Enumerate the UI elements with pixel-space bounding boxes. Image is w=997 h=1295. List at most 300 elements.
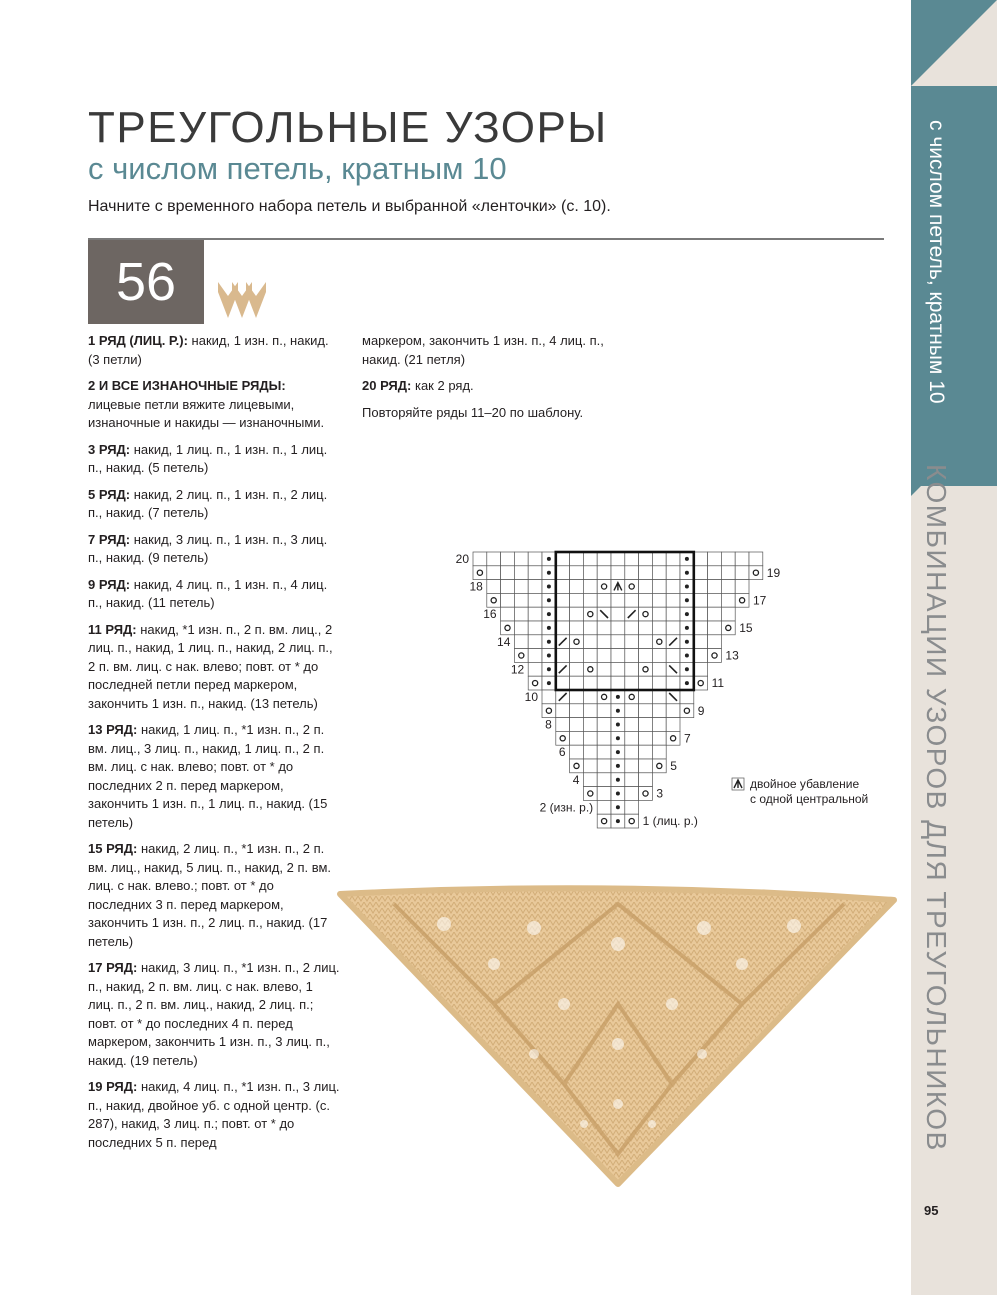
chart-row-label-right: 5 (670, 759, 677, 774)
chart-cell (583, 593, 597, 607)
chart-cell (694, 580, 708, 594)
purl-symbol (685, 626, 689, 630)
row-text: как 2 ряд. (411, 378, 474, 393)
row-text: лицевые петли вяжите лицевыми, изнаночные и накиды — изнаночными. (88, 396, 325, 430)
chart-cell (611, 566, 625, 580)
chart-cell (721, 607, 735, 621)
purl-symbol (616, 695, 620, 699)
chart-cell (639, 635, 653, 649)
chart-row-label-right: 3 (656, 786, 664, 801)
instruction-paragraph (88, 576, 340, 613)
chart-cell (639, 731, 653, 745)
chart-cell (611, 552, 625, 566)
chart-cell (597, 552, 611, 566)
chart-cell (666, 552, 680, 566)
instruction-paragraph (88, 531, 340, 568)
chart-cell (735, 552, 749, 566)
purl-symbol (616, 805, 620, 809)
chart-cell (708, 593, 722, 607)
chart-cell (639, 787, 653, 801)
chart-cell (708, 649, 722, 663)
purl-symbol (547, 654, 551, 658)
row-text: накид, *1 изн. п., 2 п. вм. лиц., 2 лиц. п., накид, 1 лиц. п., накид, 2 лиц. п., 2 п. вм. лиц. с нак. влево; повт. от * до последней петли перед маркером, закончить 1 изн. п., накид. (13 петель) (88, 621, 333, 711)
chart-cell (735, 580, 749, 594)
purl-symbol (685, 681, 689, 685)
chart-cell (556, 676, 570, 690)
chart-cell (514, 593, 528, 607)
chart-cell (652, 662, 666, 676)
chart-cell (514, 635, 528, 649)
chart-cell (721, 580, 735, 594)
instruction-paragraph (362, 332, 622, 369)
chart-cell (694, 593, 708, 607)
chart-cell (556, 580, 570, 594)
chart-cell (639, 759, 653, 773)
chart-cell (639, 745, 653, 759)
chart-cell (666, 621, 680, 635)
chart-cell (597, 731, 611, 745)
chart-cell (597, 718, 611, 732)
row-label: 7 РЯД: (88, 531, 131, 547)
chart-cell (501, 621, 515, 635)
chart-cell (570, 552, 584, 566)
chart-cell (556, 718, 570, 732)
chart-cell (694, 635, 708, 649)
chart-row-label-left: 14 (497, 634, 511, 649)
row-text: накид, 4 лиц. п., *1 изн. п., 3 лиц. п., накид, двойное уб. с одной центр. (с. 287), накид, 3 лиц. п.; повт. от * до последних 5 п. перед (88, 1079, 340, 1150)
chart-cell (625, 690, 639, 704)
sidebar-top-triangle (911, 0, 997, 86)
chart-cell (597, 676, 611, 690)
chart-cell (597, 649, 611, 663)
chart-cell (611, 676, 625, 690)
chart-cell (708, 552, 722, 566)
chart-cell (625, 662, 639, 676)
chart-cell (694, 649, 708, 663)
chart-cell (611, 593, 625, 607)
chart-cell (708, 566, 722, 580)
chart-cell (501, 552, 515, 566)
chart-cell (735, 566, 749, 580)
chart-cell (501, 607, 515, 621)
chart-cell (639, 718, 653, 732)
knitted-shawl-photo (334, 884, 900, 1190)
purl-symbol (685, 654, 689, 658)
chart-cell (473, 566, 487, 580)
page-number: 95 (924, 1203, 939, 1218)
chart-cell (597, 800, 611, 814)
chart-cell (639, 676, 653, 690)
chart-cell (625, 552, 639, 566)
chart-cell (583, 759, 597, 773)
chart-cell (570, 759, 584, 773)
chart-cell (721, 552, 735, 566)
chart-cell (570, 635, 584, 649)
purl-symbol (616, 709, 620, 713)
chart-cell (556, 649, 570, 663)
chart-cell (625, 745, 639, 759)
chart-cell (694, 552, 708, 566)
purl-symbol (616, 736, 620, 740)
purl-symbol (616, 764, 620, 768)
chart-cell (570, 690, 584, 704)
chart-cell (597, 621, 611, 635)
chart-cell (652, 731, 666, 745)
chart-cell (528, 621, 542, 635)
chart-cell (625, 718, 639, 732)
chart-cell (652, 649, 666, 663)
chart-cell (501, 593, 515, 607)
instruction-paragraph (88, 441, 340, 478)
chart-cell (666, 731, 680, 745)
row-text: накид, 2 лиц. п., *1 изн. п., 2 п. вм. лиц., накид, 5 лиц. п., накид, 2 п. вм. лиц. с нак. влево.; повт. от * до последних 3 п. перед маркером, закончить 1 изн. п., 2 лиц. п., накид. (17 петель) (88, 841, 332, 949)
knitting-chart (440, 540, 900, 850)
chart-cell (708, 621, 722, 635)
chart-row-label-left: 12 (510, 662, 525, 677)
chart-cell (652, 745, 666, 759)
chart-cell (542, 690, 556, 704)
purl-symbol (547, 681, 551, 685)
chart-cell (721, 593, 735, 607)
chart-cell (556, 593, 570, 607)
purl-symbol (685, 571, 689, 575)
row-text: накид, 3 лиц. п., *1 изн. п., 2 лиц. п., накид, 2 п. вм. лиц. с нак. влево, 1 лиц. п., 2 п. вм. лиц., накид, 2 лиц. п.; повт. от * до последних 4 п. перед маркером, закончить 1 изн. п., 3 лиц. п., накид. (19 петель) (88, 960, 340, 1068)
chart-row-label-left: 6 (558, 745, 566, 760)
chart-cell (625, 773, 639, 787)
chart-row-label-right: 19 (766, 565, 781, 580)
instruction-paragraph (88, 1078, 340, 1152)
chart-cell (666, 593, 680, 607)
chart-row-label-left: 20 (455, 552, 469, 567)
chart-cell (666, 649, 680, 663)
chart-cell (625, 731, 639, 745)
chart-cell (583, 635, 597, 649)
purl-symbol (685, 598, 689, 602)
chart-cell (570, 704, 584, 718)
chart-cell (652, 552, 666, 566)
instruction-paragraph (88, 959, 340, 1070)
chart-cell (611, 649, 625, 663)
purl-symbol (616, 750, 620, 754)
chart-cell (570, 745, 584, 759)
chart-cell (514, 607, 528, 621)
chart-cell (487, 566, 501, 580)
chart-cell (528, 566, 542, 580)
chart-cell (652, 593, 666, 607)
chart-cell (528, 552, 542, 566)
chart-cell (625, 676, 639, 690)
chart-cell (556, 731, 570, 745)
chart-cell (639, 580, 653, 594)
row-text: накид, 3 лиц. п., 1 изн. п., 3 лиц. п., накид. (9 петель) (88, 531, 328, 565)
chart-cell (570, 676, 584, 690)
chart-cell (721, 566, 735, 580)
purl-symbol (685, 667, 689, 671)
chart-cell (528, 649, 542, 663)
row-text: Повторяйте ряды 11–20 по шаблону. (362, 404, 584, 420)
chart-cell (514, 649, 528, 663)
chart-cell (583, 745, 597, 759)
chart-cell (625, 814, 639, 828)
instruction-paragraph (88, 486, 340, 523)
chart-cell (570, 649, 584, 663)
instruction-paragraph (88, 377, 340, 433)
chart-cell (666, 676, 680, 690)
instruction-paragraph (88, 721, 340, 832)
chart-cell (694, 607, 708, 621)
chart-cell (514, 566, 528, 580)
chart-row-label-left: 10 (524, 690, 538, 705)
purl-symbol (547, 626, 551, 630)
chart-cell (570, 593, 584, 607)
chart-cell (625, 800, 639, 814)
chart-cell (583, 787, 597, 801)
page-subtitle: с числом петель, кратным 10 (88, 151, 507, 186)
chart-cell (652, 566, 666, 580)
chart-cell (652, 718, 666, 732)
chart-cell (528, 635, 542, 649)
row-text: накид, 1 лиц. п., 1 изн. п., 1 лиц. п., накид. (5 петель) (88, 441, 328, 475)
purl-symbol (547, 598, 551, 602)
chart-cell (597, 759, 611, 773)
chart-cell (597, 593, 611, 607)
row-text: маркером, закончить 1 изн. п., 4 лиц. п., накид. (21 петля) (362, 333, 604, 367)
chart-cell (625, 759, 639, 773)
chart-cell (611, 621, 625, 635)
chart-cell (639, 566, 653, 580)
chart-cell (708, 635, 722, 649)
chart-cell (501, 580, 515, 594)
row-label: 3 РЯД: (88, 441, 131, 457)
chart-cell (514, 621, 528, 635)
chart-cell (528, 580, 542, 594)
chart-cell (570, 607, 584, 621)
purl-symbol (616, 778, 620, 782)
chart-cell (639, 662, 653, 676)
chart-cell (694, 621, 708, 635)
chart-cell (639, 593, 653, 607)
chart-cell (583, 718, 597, 732)
row-label: 1 РЯД (ЛИЦ. Р.): (88, 333, 188, 348)
chart-cell (652, 759, 666, 773)
chart-cell (597, 773, 611, 787)
chart-cell (556, 621, 570, 635)
chart-cell (652, 635, 666, 649)
row-label: 11 РЯД: (88, 621, 137, 637)
chart-cell (639, 607, 653, 621)
header-divider (88, 238, 884, 240)
chart-cell (597, 690, 611, 704)
purl-symbol (616, 819, 620, 823)
row-text: накид, 1 лиц. п., *1 изн. п., 2 п. вм. лиц., 3 лиц. п., накид, 1 лиц. п., 2 п. вм. лиц. с нак. влево; повт. от * до последних 2 п. перед маркером, закончить 1 изн. п., 1 лиц. п., накид. (15 петель) (88, 722, 328, 830)
chart-cell (556, 552, 570, 566)
chart-cell (583, 552, 597, 566)
chart-cell (625, 704, 639, 718)
chart-cell (625, 787, 639, 801)
row-text: накид, 4 лиц. п., 1 изн. п., 4 лиц. п., накид. (11 петель) (88, 576, 328, 610)
instruction-paragraph (362, 404, 622, 423)
chart-cell (514, 552, 528, 566)
chart-cell (528, 662, 542, 676)
chart-cell (625, 580, 639, 594)
sidebar-subtitle: с числом петель, кратным 10 (925, 120, 948, 404)
chart-cell (611, 635, 625, 649)
legend-text: с одной центральной (750, 792, 869, 806)
chart-cell (652, 607, 666, 621)
chart-cell (583, 704, 597, 718)
purl-symbol (616, 792, 620, 796)
chart-cell (652, 621, 666, 635)
chart-row-label-right: 17 (753, 593, 767, 608)
chart-cell (514, 580, 528, 594)
chart-cell (666, 566, 680, 580)
purl-symbol (547, 557, 551, 561)
row-label: 20 РЯД: (362, 378, 412, 393)
chart-cell (625, 566, 639, 580)
chart-cell (570, 662, 584, 676)
chart-cell (694, 566, 708, 580)
chart-cell (583, 621, 597, 635)
chart-cell (666, 704, 680, 718)
chart-row-label-right: 9 (697, 703, 705, 718)
chart-cell (721, 621, 735, 635)
chart-cell (639, 552, 653, 566)
purl-symbol (685, 612, 689, 616)
instruction-paragraph (362, 377, 622, 396)
chart-cell (611, 607, 625, 621)
purl-symbol (547, 612, 551, 616)
chart-cell (556, 566, 570, 580)
chart-cell (652, 704, 666, 718)
chart-cell (680, 704, 694, 718)
chart-cell (749, 566, 763, 580)
chart-cell (570, 566, 584, 580)
chart-cell (694, 676, 708, 690)
chart-row-label-left: 16 (483, 607, 497, 622)
chart-cell (708, 607, 722, 621)
pattern-number: 56 (88, 240, 204, 324)
chart-row-label-left: 18 (469, 579, 483, 594)
chart-cell (570, 718, 584, 732)
chart-row-label-left: 8 (545, 717, 552, 732)
chart-cell (597, 580, 611, 594)
chart-cell (583, 566, 597, 580)
chart-cell (597, 814, 611, 828)
chart-cell (570, 731, 584, 745)
chart-cell (597, 745, 611, 759)
chart-cell (666, 718, 680, 732)
chart-cell (583, 773, 597, 787)
chart-cell (528, 676, 542, 690)
chart-cell (597, 635, 611, 649)
row-label: 19 РЯД: (88, 1079, 138, 1094)
purl-symbol (685, 557, 689, 561)
chart-cell (666, 580, 680, 594)
row-label: 2 И ВСЕ ИЗНАНОЧНЫЕ РЯДЫ: (88, 378, 286, 393)
intro-text: Начните с временного набора петель и выбранной «ленточки» (с. 10). (88, 198, 611, 215)
legend-text: двойное убавление (750, 777, 860, 791)
instruction-paragraph (88, 840, 340, 951)
chart-row-label-right: 1 (лиц. р.) (642, 814, 698, 829)
chart-cell (542, 704, 556, 718)
purl-symbol (547, 667, 551, 671)
sidebar-section-title: КОМБИНАЦИИ УЗОРОВ ДЛЯ ТРЕУГОЛЬНИКОВ (921, 464, 952, 1152)
chart-cell (597, 787, 611, 801)
row-label: 5 РЯД: (88, 486, 131, 502)
chart-cell (708, 580, 722, 594)
instruction-paragraph (88, 332, 340, 369)
purl-symbol (547, 640, 551, 644)
row-text: накид, 1 изн. п., накид. (3 петли) (88, 333, 329, 367)
chart-cell (639, 773, 653, 787)
row-label: 15 РЯД: (88, 841, 138, 856)
chart-cell (583, 676, 597, 690)
row-label: 9 РЯД: (88, 576, 131, 592)
chart-cell (583, 690, 597, 704)
chart-cell (583, 607, 597, 621)
chart-cell (597, 566, 611, 580)
chart-cell (583, 649, 597, 663)
chart-cell (639, 704, 653, 718)
chart-cell (556, 607, 570, 621)
chart-cell (583, 662, 597, 676)
chart-cell (473, 552, 487, 566)
difficulty-stitches-icon (214, 280, 270, 320)
chart-cell (639, 649, 653, 663)
chart-cell (597, 662, 611, 676)
chart-row-label-right: 13 (725, 648, 739, 663)
chart-cell (487, 593, 501, 607)
instructions-column-1 (88, 332, 340, 1160)
chart-cell (487, 552, 501, 566)
chart-cell (625, 593, 639, 607)
purl-symbol (685, 585, 689, 589)
chart-cell (625, 649, 639, 663)
chart-cell (528, 593, 542, 607)
chart-cell (625, 621, 639, 635)
row-label: 17 РЯД: (88, 960, 138, 975)
chart-cell (570, 580, 584, 594)
chart-cell (597, 704, 611, 718)
chart-cell (749, 552, 763, 566)
chart-cell (583, 580, 597, 594)
row-label: 13 РЯД: (88, 722, 138, 737)
purl-symbol (547, 585, 551, 589)
chart-cell (694, 662, 708, 676)
instruction-paragraph (88, 621, 340, 714)
chart-cell (583, 731, 597, 745)
chart-cell (652, 580, 666, 594)
purl-symbol (685, 640, 689, 644)
row-text: накид, 2 лиц. п., 1 изн. п., 2 лиц. п., накид. (7 петель) (88, 486, 328, 520)
chart-cell (625, 635, 639, 649)
chart-cell (487, 580, 501, 594)
chart-cell (639, 690, 653, 704)
instructions-column-2 (362, 332, 622, 430)
purl-symbol (547, 571, 551, 575)
chart-row-label-right: 15 (739, 621, 753, 636)
chart-cell (652, 690, 666, 704)
chart-cell (639, 621, 653, 635)
purl-symbol (616, 723, 620, 727)
chart-cell (528, 607, 542, 621)
chart-cell (611, 662, 625, 676)
chart-row-label-left: 4 (572, 772, 580, 787)
chart-cell (735, 593, 749, 607)
chart-cell (652, 676, 666, 690)
chart-cell (570, 621, 584, 635)
chart-cell (501, 566, 515, 580)
